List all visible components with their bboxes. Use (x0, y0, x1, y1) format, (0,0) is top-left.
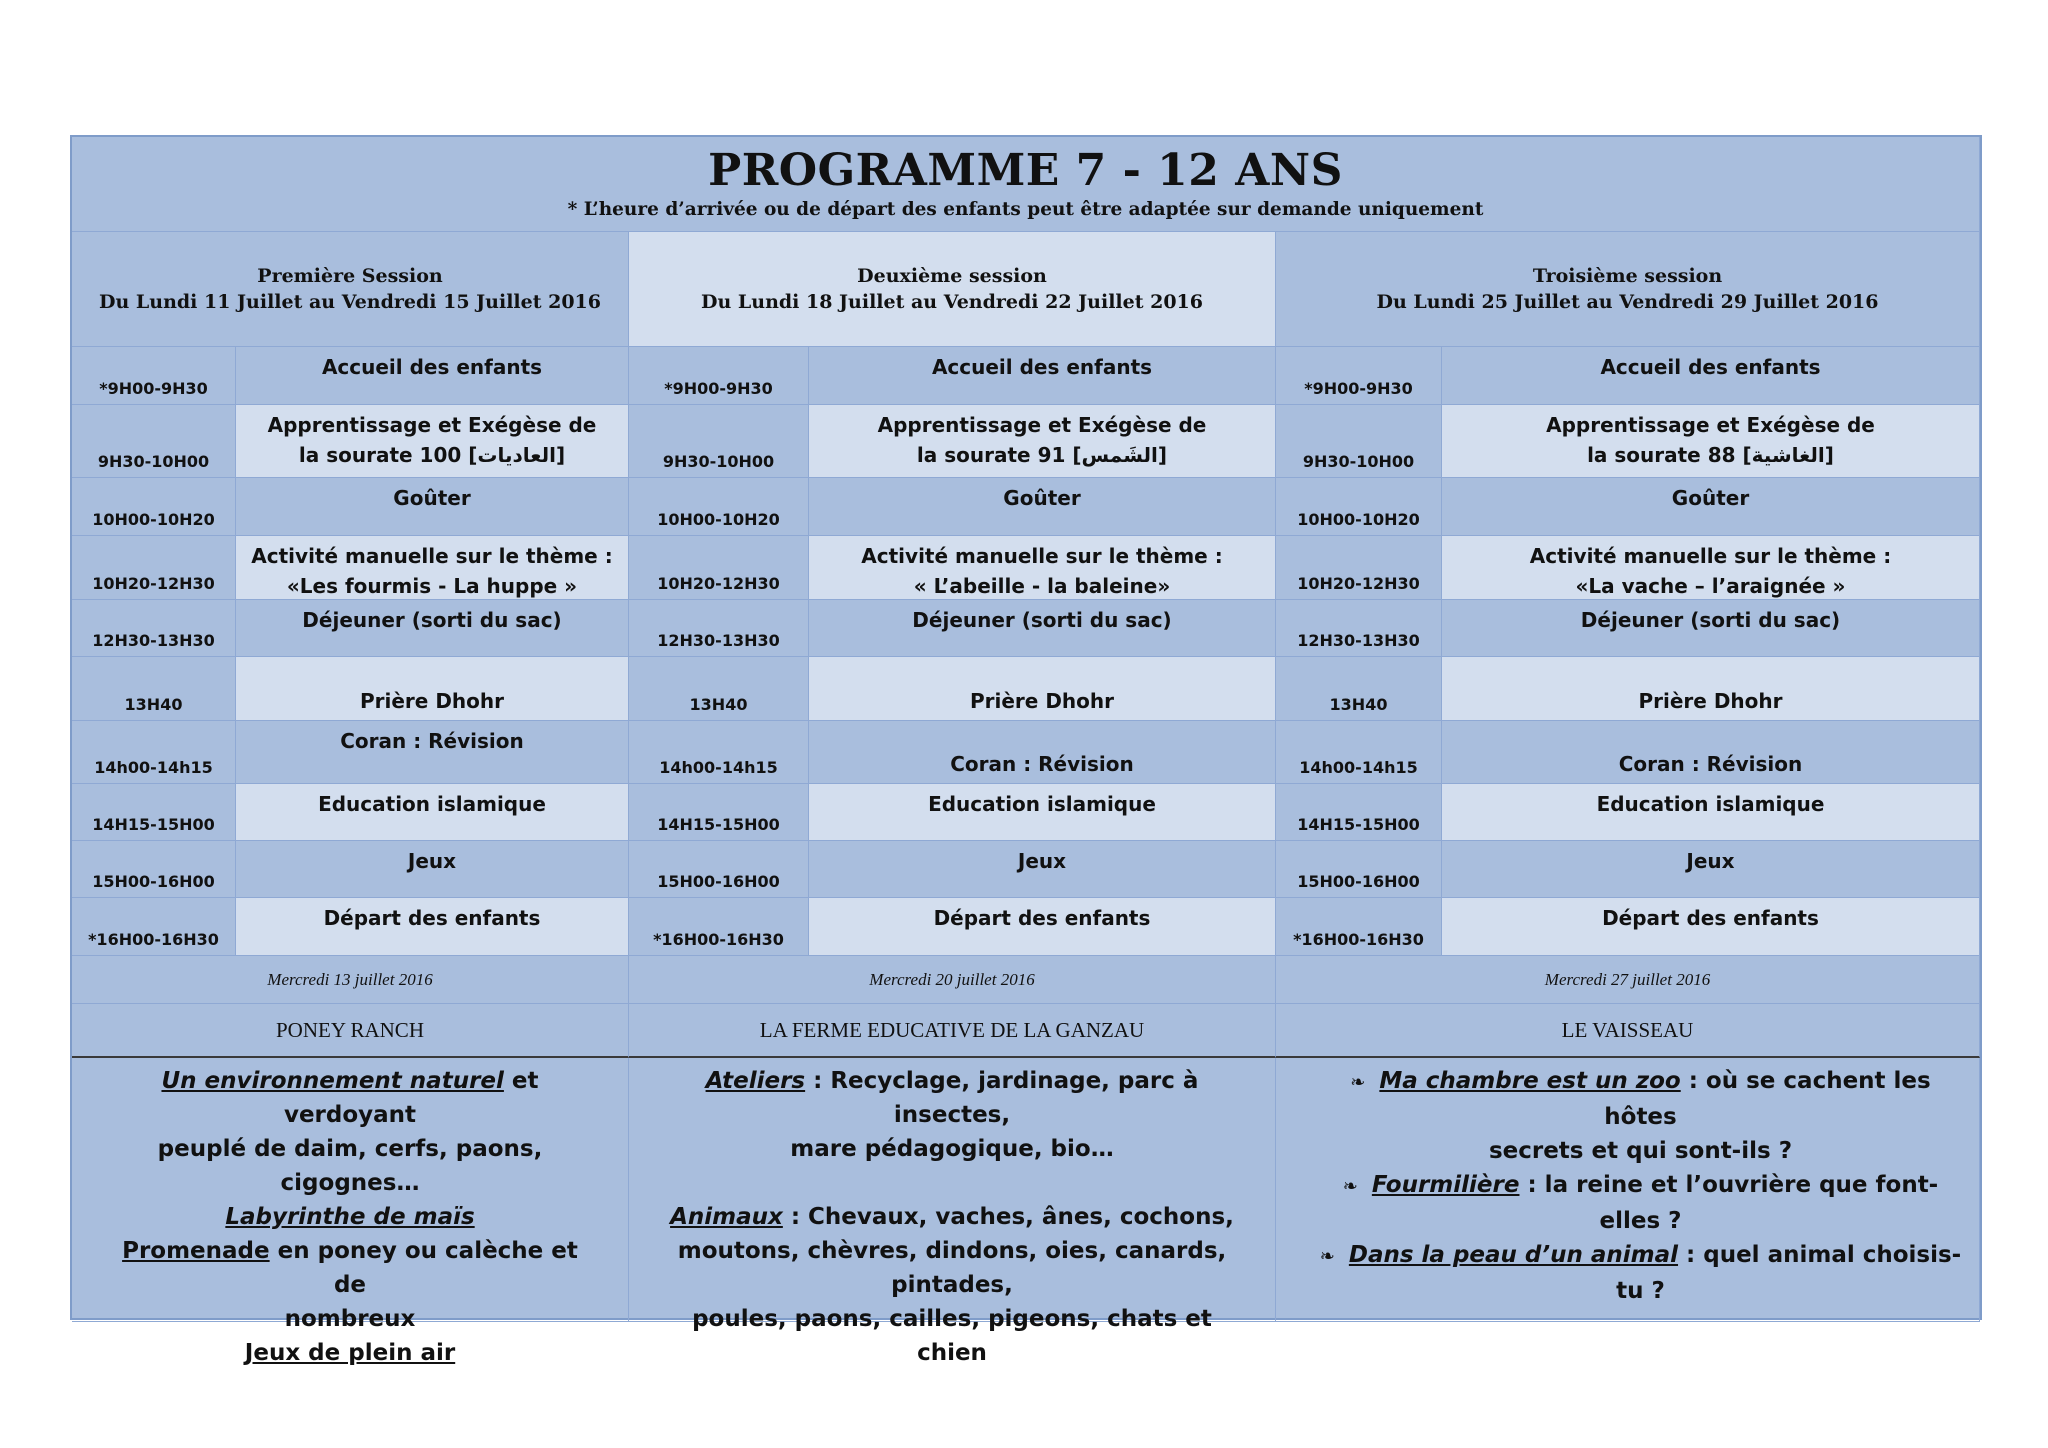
activity-cell (236, 536, 629, 600)
activity-text: Jeux (407, 849, 457, 873)
description-text: : Recyclage, jardinage, parc à insectes, (805, 1068, 1199, 1128)
description-line (663, 1302, 1241, 1370)
time-slot: 14h00-14h15 (72, 721, 236, 784)
header (72, 137, 1980, 232)
activity-text: la sourate 100 [العاديات] (298, 443, 566, 467)
description-text: : quel animal choisis- (1678, 1242, 1962, 1268)
session-header (72, 232, 629, 347)
activity-text: Déjeuner (sorti du sac) (302, 608, 562, 632)
description-line (663, 1234, 1241, 1302)
time-slot: *9H00-9H30 (72, 347, 236, 405)
description-text: : où se cachent les hôtes (1604, 1068, 1931, 1130)
session-name: Deuxième session (857, 265, 1047, 287)
activity-cell (1442, 784, 1980, 841)
ornament-bullet-icon: ❧ (1342, 1176, 1358, 1197)
description-highlight: Animaux (670, 1204, 783, 1230)
description-text: secrets et qui sont-ils ? (1488, 1138, 1793, 1164)
activity-text: Accueil des enfants (931, 355, 1153, 379)
activity-text: Goûter (1003, 486, 1081, 510)
activity-text: Accueil des enfants (1600, 355, 1821, 379)
activity-text: Accueil des enfants (321, 355, 543, 379)
activity-text: Jeux (1686, 849, 1735, 873)
activity-cell (1442, 347, 1980, 405)
activity-cell (1442, 721, 1980, 784)
description-line (106, 1200, 594, 1234)
description-line (663, 1200, 1241, 1234)
activity-text: Activité manuelle sur le thème : (251, 544, 613, 568)
time-slot: 12H30-13H30 (629, 600, 809, 657)
activity-cell (1442, 478, 1980, 536)
activity-text: Activité manuelle sur le thème : (861, 544, 1223, 568)
description-line (1316, 1134, 1965, 1168)
description-text: en poney ou calèche et de (269, 1238, 578, 1298)
activity-text: Activité manuelle sur le thème : (1529, 544, 1892, 568)
description-spacer (663, 1166, 1241, 1200)
activity-cell (236, 898, 629, 956)
activity-text: Goûter (393, 486, 471, 510)
session-name: Troisième session (1532, 265, 1723, 287)
activity-cell (809, 405, 1276, 478)
description-line (106, 1302, 594, 1336)
activity-cell (236, 721, 629, 784)
description-text: peuplé de daim, cerfs, paons, cigognes… (157, 1136, 543, 1196)
activity-text: «La vache – l’araignée » (1575, 574, 1846, 598)
activity-text: «Les fourmis - La huppe » (286, 574, 578, 598)
activity-text: Education islamique (318, 792, 546, 816)
description-line (106, 1064, 594, 1132)
description-text: mare pédagogique, bio… (790, 1136, 1114, 1162)
description-highlight: Dans la peau d’un animal (1348, 1242, 1679, 1268)
activity-text: Education islamique (1596, 792, 1825, 816)
activity-cell (1442, 405, 1980, 478)
description-text: elles ? (1599, 1208, 1682, 1234)
activity-cell (809, 347, 1276, 405)
time-slot: 13H40 (629, 657, 809, 721)
activity-text: Apprentissage et Exégèse de (267, 413, 597, 437)
description-highlight: Ateliers (705, 1068, 806, 1094)
activity-text: Goûter (1671, 486, 1750, 510)
description-highlight: Ma chambre est un zoo (1379, 1068, 1681, 1094)
time-slot: 12H30-13H30 (1276, 600, 1442, 657)
time-slot: 10H20-12H30 (1276, 536, 1442, 600)
description-line (663, 1132, 1241, 1166)
time-slot: *9H00-9H30 (629, 347, 809, 405)
activity-cell (809, 721, 1276, 784)
activity-text: la sourate 91 [الشَمس] (916, 443, 1168, 467)
activity-text: la sourate 88 [الغاشية] (1587, 443, 1834, 467)
activity-cell (236, 347, 629, 405)
session-dates: Du Lundi 11 Juillet au Vendredi 15 Juillet 2016 (98, 291, 601, 313)
description-text: : la reine et l’ouvrière que font- (1519, 1172, 1939, 1198)
description-line (106, 1132, 594, 1200)
activity-text: Prière Dhohr (969, 689, 1114, 713)
description-highlight: Labyrinthe de maïs (225, 1204, 475, 1230)
activity-text: Déjeuner (sorti du sac) (912, 608, 1172, 632)
outing-date: Mercredi 27 juillet 2016 (1276, 956, 1980, 1004)
activity-cell (809, 600, 1276, 657)
time-slot: *16H00-16H30 (629, 898, 809, 956)
description-line (1316, 1168, 1965, 1204)
description-text: poules, paons, cailles, pigeons, chats et chien (692, 1306, 1212, 1366)
description-line (663, 1064, 1241, 1132)
session-dates: Du Lundi 18 Juillet au Vendredi 22 Juillet 2016 (700, 291, 1203, 313)
description-line (106, 1336, 594, 1370)
activity-cell (236, 600, 629, 657)
activity-cell (809, 657, 1276, 721)
activity-text: Coran : Révision (340, 729, 524, 753)
time-slot: 10H20-12H30 (72, 536, 236, 600)
outing-description (1276, 1058, 1980, 1322)
activity-text: Déjeuner (sorti du sac) (1580, 608, 1841, 632)
description-highlight: Promenade (122, 1238, 270, 1264)
time-slot: 15H00-16H00 (1276, 841, 1442, 898)
time-slot: 9H30-10H00 (1276, 405, 1442, 478)
time-slot: 10H00-10H20 (629, 478, 809, 536)
time-slot: 14H15-15H00 (72, 784, 236, 841)
activity-text: Jeux (1017, 849, 1067, 873)
time-slot: 13H40 (72, 657, 236, 721)
activity-cell (236, 657, 629, 721)
time-slot: *9H00-9H30 (1276, 347, 1442, 405)
description-line (1316, 1204, 1965, 1238)
activity-cell (1442, 841, 1980, 898)
time-slot: 14H15-15H00 (1276, 784, 1442, 841)
activity-text: Education islamique (928, 792, 1156, 816)
activity-cell (1442, 657, 1980, 721)
session-header (1276, 232, 1980, 347)
description-line (1316, 1064, 1965, 1134)
description-line (1316, 1238, 1965, 1274)
activity-cell (1442, 898, 1980, 956)
description-line (106, 1234, 594, 1302)
description-text: et verdoyant (283, 1068, 539, 1128)
outing-description (72, 1058, 629, 1366)
description-highlight: Fourmilière (1371, 1172, 1520, 1198)
time-slot: 14H15-15H00 (629, 784, 809, 841)
session-header (629, 232, 1276, 347)
description-text: moutons, chèvres, dindons, oies, canards, pintades, (677, 1238, 1227, 1298)
activity-cell (1442, 536, 1980, 600)
session-dates: Du Lundi 25 Juillet au Vendredi 29 Juillet 2016 (1376, 291, 1879, 313)
outing-name: LA FERME EDUCATIVE DE LA GANZAU (629, 1004, 1276, 1058)
activity-cell (236, 478, 629, 536)
time-slot: 10H20-12H30 (629, 536, 809, 600)
activity-text: Apprentissage et Exégèse de (877, 413, 1207, 437)
description-text: nombreux (284, 1306, 416, 1332)
time-slot: 10H00-10H20 (1276, 478, 1442, 536)
time-slot: 14h00-14h15 (629, 721, 809, 784)
time-slot: 10H00-10H20 (72, 478, 236, 536)
activity-text: Départ des enfants (933, 906, 1151, 930)
outing-name: LE VAISSEAU (1276, 1004, 1980, 1058)
description-text: tu ? (1616, 1278, 1665, 1304)
ornament-bullet-icon: ❧ (1319, 1246, 1335, 1267)
activity-cell (809, 478, 1276, 536)
activity-cell (236, 784, 629, 841)
activity-cell (809, 784, 1276, 841)
time-slot: 13H40 (1276, 657, 1442, 721)
outing-name: PONEY RANCH (72, 1004, 629, 1058)
activity-text: Départ des enfants (1602, 906, 1819, 930)
time-slot: 9H30-10H00 (629, 405, 809, 478)
programme-sheet (70, 135, 1982, 1366)
outing-date: Mercredi 13 juillet 2016 (72, 956, 629, 1004)
activity-text: Apprentissage et Exégèse de (1546, 413, 1875, 437)
activity-text: Coran : Révision (1618, 752, 1803, 776)
time-slot: *16H00-16H30 (1276, 898, 1442, 956)
activity-text: Prière Dhohr (1638, 689, 1783, 713)
time-slot: 9H30-10H00 (72, 405, 236, 478)
time-slot: 15H00-16H00 (72, 841, 236, 898)
arrival-note: * L’heure d’arrivée ou de départ des enfants peut être adaptée sur demande uniquement (567, 199, 1484, 220)
activity-text: Coran : Révision (950, 752, 1134, 776)
time-slot: *16H00-16H30 (72, 898, 236, 956)
activity-cell (809, 536, 1276, 600)
page-title: PROGRAMME 7 - 12 ANS (708, 145, 1343, 196)
time-slot: 15H00-16H00 (629, 841, 809, 898)
description-highlight: Jeux de plein air (244, 1340, 456, 1366)
activity-cell (1442, 600, 1980, 657)
description-text: : Chevaux, vaches, ânes, cochons, (782, 1204, 1234, 1230)
activity-text: Prière Dhohr (359, 689, 504, 713)
description-line (1316, 1274, 1965, 1308)
outing-date: Mercredi 20 juillet 2016 (629, 956, 1276, 1004)
activity-cell (809, 841, 1276, 898)
session-name: Première Session (257, 265, 443, 287)
activity-text: « L’abeille - la baleine» (913, 574, 1171, 598)
time-slot: 14h00-14h15 (1276, 721, 1442, 784)
activity-text: Départ des enfants (323, 906, 541, 930)
activity-cell (809, 898, 1276, 956)
outing-description (629, 1058, 1276, 1366)
description-highlight: Un environnement naturel (161, 1068, 504, 1094)
activity-cell (236, 405, 629, 478)
ornament-bullet-icon: ❧ (1350, 1072, 1366, 1093)
time-slot: 12H30-13H30 (72, 600, 236, 657)
activity-cell (236, 841, 629, 898)
